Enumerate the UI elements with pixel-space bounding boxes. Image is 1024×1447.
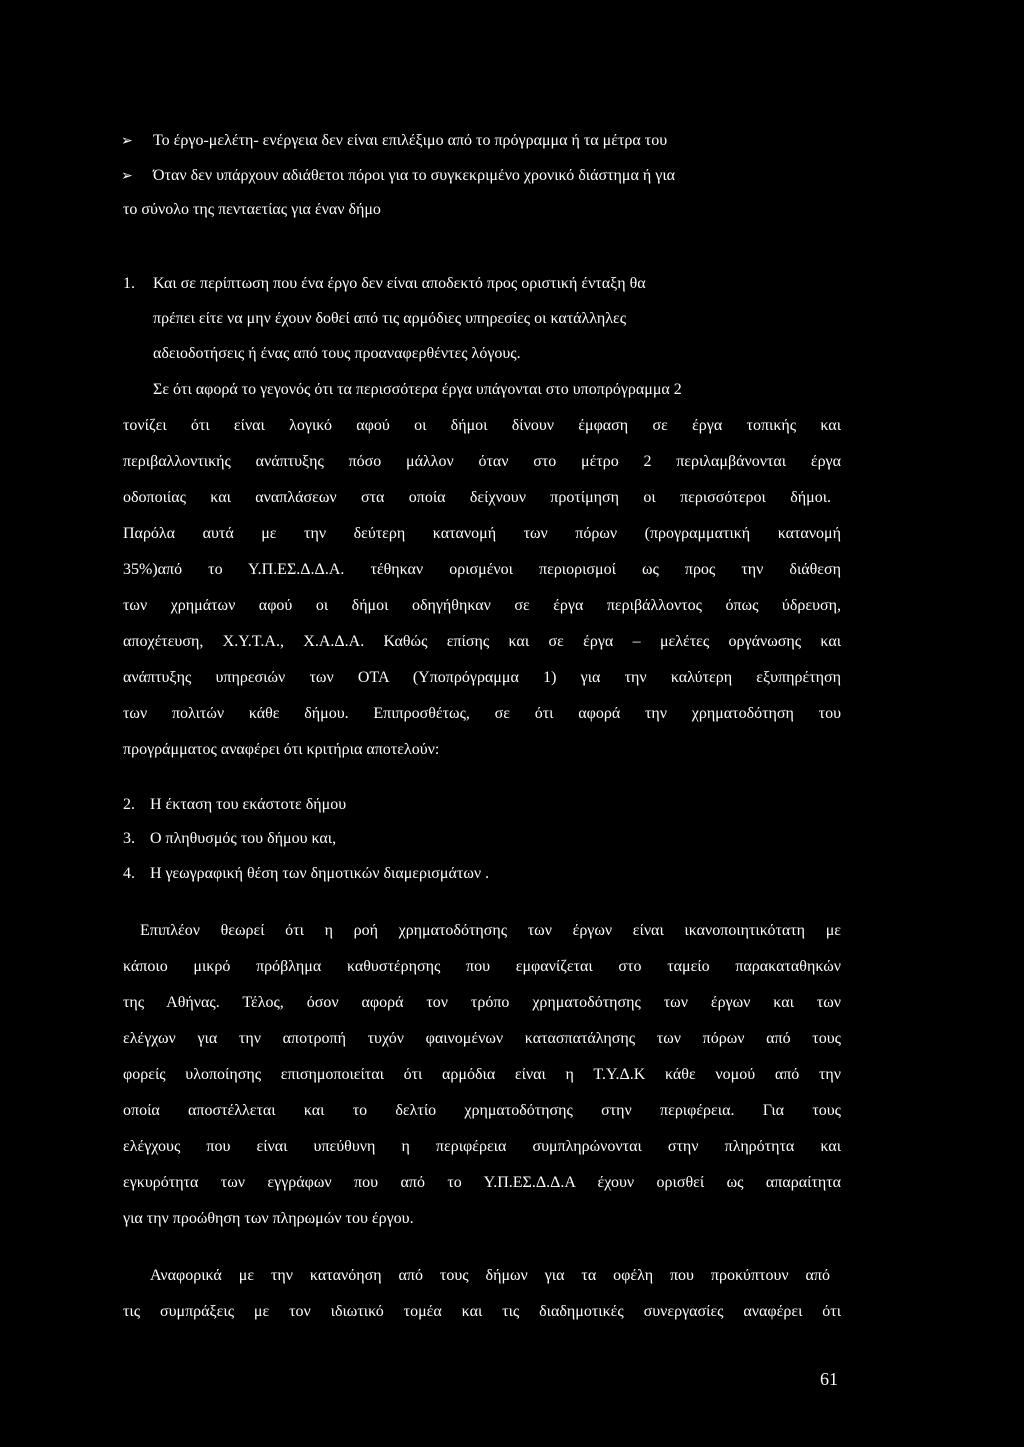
numbered-item-line: αδειοδοτήσεις ή ένας από τους προαναφερθέντες λόγους. (153, 345, 521, 362)
numbered-item-marker: 1. (123, 275, 135, 292)
criteria-text: Η γεωγραφική θέση των δημοτικών διαμερισμάτων . (150, 865, 490, 882)
bullet-text-1: Το έργο-μελέτη- ενέργεια δεν είναι επιλέξιμο από το πρόγραμμα ή τα μέτρα του (153, 132, 668, 149)
paragraph-line: ανάπτυξης υπηρεσιών των ΟΤΑ (Υποπρόγραμμα 1) για την καλύτερη εξυπηρέτηση (123, 669, 841, 686)
numbered-item-line: Και σε περίπτωση που ένα έργο δεν είναι αποδεκτό προς οριστική ένταξη θα (153, 275, 646, 292)
paragraph-line: των πολιτών κάθε δήμου. Επιπροσθέτως, σε ότι αφορά την χρηματοδότηση του (123, 705, 841, 722)
paragraph-line: αποχέτευση, Χ.Υ.Τ.Α., Χ.Α.Δ.Α. Καθώς επίσης και σε έργα – μελέτες οργάνωσης και (123, 633, 841, 650)
paragraph-line: ελέγχων για την αποτροπή τυχόν φαινομένων κατασπατάλησης των πόρων από τους (123, 1030, 841, 1047)
page-number: 61 (820, 1369, 838, 1389)
paragraph-line: των χρημάτων αφού οι δήμοι οδηγήθηκαν σε έργα περιβάλλοντος όπως ύδρευση, (123, 597, 841, 614)
paragraph-line: Σε ότι αφορά το γεγονός ότι τα περισσότερα έργα υπάγονται στο υποπρόγραμμα 2 (153, 381, 682, 398)
paragraph-line: ελέγχους που είναι υπεύθυνη η περιφέρεια συμπληρώνονται στην πληρότητα και (123, 1138, 841, 1155)
paragraph-line: για την προώθηση των πληρωμών του έργου. (123, 1210, 414, 1227)
paragraph-line: προγράμματος αναφέρει ότι κριτήρια αποτελούν: (123, 741, 440, 758)
paragraph-line: οδοποιίας και αναπλάσεων στα οποία δείχνουν προτίμηση οι περισσότεροι δήμοι. (123, 489, 831, 506)
criteria-text: Η έκταση του εκάστοτε δήμου (150, 796, 347, 813)
paragraph-line: Επιπλέον θεωρεί ότι η ροή χρηματοδότησης των έργων είναι ικανοποιητικότατη με (140, 922, 841, 939)
numbered-item-line: πρέπει είτε να μην έχουν δοθεί από τις αρμόδιες υπηρεσίες οι κατάλληλες (153, 310, 627, 327)
paragraph-line: 35%)από το Υ.Π.ΕΣ.Δ.Δ.Α. τέθηκαν ορισμένοι περιορισμοί ως προς την διάθεση (123, 561, 841, 578)
criteria-number: 3. (123, 830, 135, 847)
paragraph-line: της Αθήνας. Τέλος, όσον αφορά τον τρόπο χρηματοδότησης των έργων και των (123, 994, 841, 1011)
paragraph-line: Αναφορικά με την κατανόηση από τους δήμων για τα οφέλη που προκύπτουν από (150, 1267, 830, 1284)
paragraph-line: Παρόλα αυτά με την δεύτερη κατανομή των πόρων (προγραμματική κατανομή (123, 525, 841, 542)
bullet-text-2: Όταν δεν υπάρχουν αδιάθετοι πόροι για το συγκεκριμένο χρονικό διάστημα ή για (153, 167, 675, 184)
criteria-text: Ο πληθυσμός του δήμου και, (150, 830, 337, 847)
paragraph-line: φορείς υλοποίησης επισημοποιείται ότι αρμόδια είναι η Τ.Υ.Δ.Κ κάθε νομού από την (123, 1066, 841, 1083)
bullet-arrow-icon: ➢ (121, 168, 133, 184)
criteria-number: 2. (123, 796, 135, 813)
bullet-arrow-icon: ➢ (121, 133, 133, 149)
paragraph-line: εγκυρότητα των εγγράφων που από το Υ.Π.ΕΣ.Δ.Δ.Α έχουν ορισθεί ως απαραίτητα (123, 1174, 841, 1191)
criteria-number: 4. (123, 865, 135, 882)
paragraph-line: κάποιο μικρό πρόβλημα καθυστέρησης που εμφανίζεται στο ταμείο παρακαταθηκών (123, 958, 841, 975)
paragraph-line: τις συμπράξεις με τον ιδιωτικό τομέα και τις διαδημοτικές συνεργασίες αναφέρει ότι (123, 1303, 841, 1320)
paragraph-line: περιβαλλοντικής ανάπτυξης πόσο μάλλον όταν στο μέτρο 2 περιλαμβάνονται έργα (123, 453, 841, 470)
paragraph-line: τονίζει ότι είναι λογικό αφού οι δήμοι δίνουν έμφαση σε έργα τοπικής και (123, 417, 841, 434)
bullet-text-2-continuation: το σύνολο της πενταετίας για έναν δήμο (123, 201, 381, 218)
paragraph-line: οποία αποστέλλεται και το δελτίο χρηματοδότησης στην περιφέρεια. Για τους (123, 1102, 841, 1119)
